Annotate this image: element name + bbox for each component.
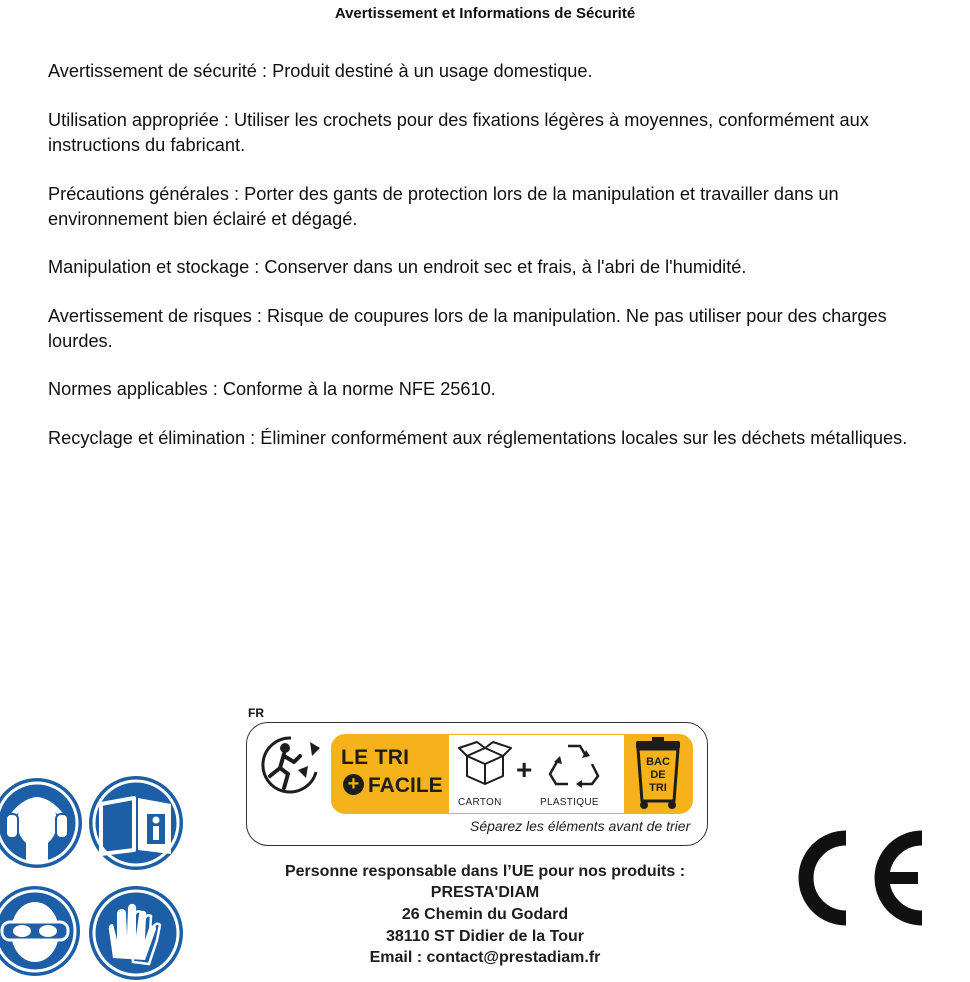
- company-name: PRESTA'DIAM: [430, 884, 540, 901]
- plastique-label: PLASTIQUE: [540, 797, 599, 808]
- section-proper-use: Utilisation appropriée : Utiliser les crochets pour des fixations légères à moyennes, conformément aux instructions du fabricant.: [48, 110, 869, 155]
- gloves-icon: [87, 884, 185, 982]
- plus-circle-icon: +: [343, 774, 364, 795]
- section-recycling: Recyclage et élimination : Éliminer conformément aux réglementations locales sur les déchets métalliques.: [48, 428, 908, 448]
- bin-text-de: DE: [650, 769, 666, 781]
- triman-icon: [258, 732, 324, 798]
- recycle-icon: [548, 740, 600, 790]
- bin-text-bac: BAC: [646, 756, 670, 768]
- facile-label: FACILE: [368, 774, 443, 797]
- address-line-2: 38110 ST Didier de la Tour: [386, 928, 584, 945]
- section-safety-warning: Avertissement de sécurité : Produit destiné à un usage domestique.: [48, 61, 593, 81]
- section-risk-warning: Avertissement de risques : Risque de coupures lors de la manipulation. Ne pas utiliser pour des charges lourdes.: [48, 306, 887, 351]
- country-code: FR: [248, 706, 264, 720]
- email-line: Email : contact@prestadiam.fr: [369, 949, 601, 966]
- page-title: Avertissement et Informations de Sécurité: [334, 5, 636, 22]
- ce-mark-icon: [786, 830, 932, 926]
- facile-text: [343, 774, 443, 798]
- read-manual-icon: [87, 774, 185, 872]
- bin-text-tri: TRI: [649, 782, 667, 794]
- section-handling-storage: Manipulation et stockage : Conserver dans un endroit sec et frais, à l'abri de l'humidité.: [48, 257, 747, 277]
- ear-protection-icon: [0, 776, 84, 870]
- address-line-1: 26 Chemin du Godard: [401, 906, 569, 923]
- section-standards: Normes applicables : Conforme à la norme NFE 25610.: [48, 379, 496, 399]
- carton-label: CARTON: [458, 797, 502, 808]
- section-general-precautions: Précautions générales : Porter des gants de protection lors de la manipulation et travailler dans un environnement bien éclairé et dégagé.: [48, 184, 839, 229]
- separate-note: Séparez les éléments avant de trier: [470, 818, 691, 834]
- bin-icon: [632, 737, 684, 811]
- responsible-line: Personne responsable dans l’UE pour nos produits :: [284, 863, 686, 880]
- carton-box-icon: [457, 740, 513, 788]
- eye-protection-icon: [0, 884, 82, 978]
- plus-sign: +: [516, 754, 533, 785]
- le-tri-text: LE TRI: [341, 746, 410, 769]
